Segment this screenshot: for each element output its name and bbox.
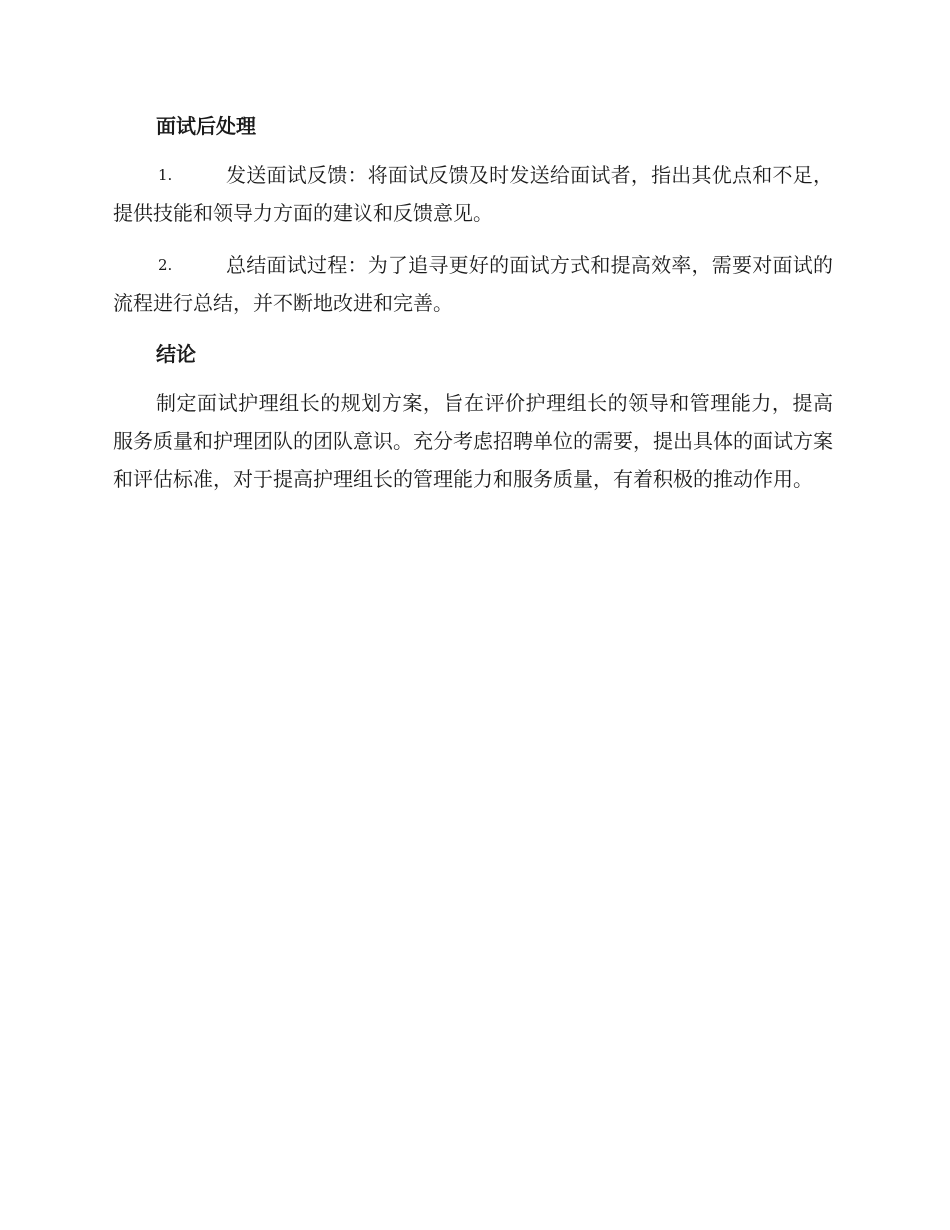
list-item-text: 发送面试反馈：将面试反馈及时发送给面试者，指出其优点和不足，提供技能和领导力方面的建议和反馈意见。	[113, 163, 833, 225]
list-number: 1.	[158, 166, 173, 184]
section-heading-conclusion: 结论	[156, 342, 196, 366]
section-heading-post-interview: 面试后处理	[156, 114, 256, 138]
list-item-summarize-process	[113, 246, 833, 322]
document-page	[113, 108, 833, 498]
list-item-send-feedback	[113, 156, 833, 232]
list-item-text: 总结面试过程：为了追寻更好的面试方式和提高效率，需要对面试的流程进行总结，并不断地改进和完善。	[113, 253, 833, 315]
conclusion-paragraph: 制定面试护理组长的规划方案，旨在评价护理组长的领导和管理能力，提高服务质量和护理团队的团队意识。充分考虑招聘单位的需要，提出具体的面试方案和评估标准，对于提高护理组长的管理能力和服务质量，有着积极的推动作用。	[113, 391, 833, 491]
list-number: 2.	[158, 256, 173, 274]
